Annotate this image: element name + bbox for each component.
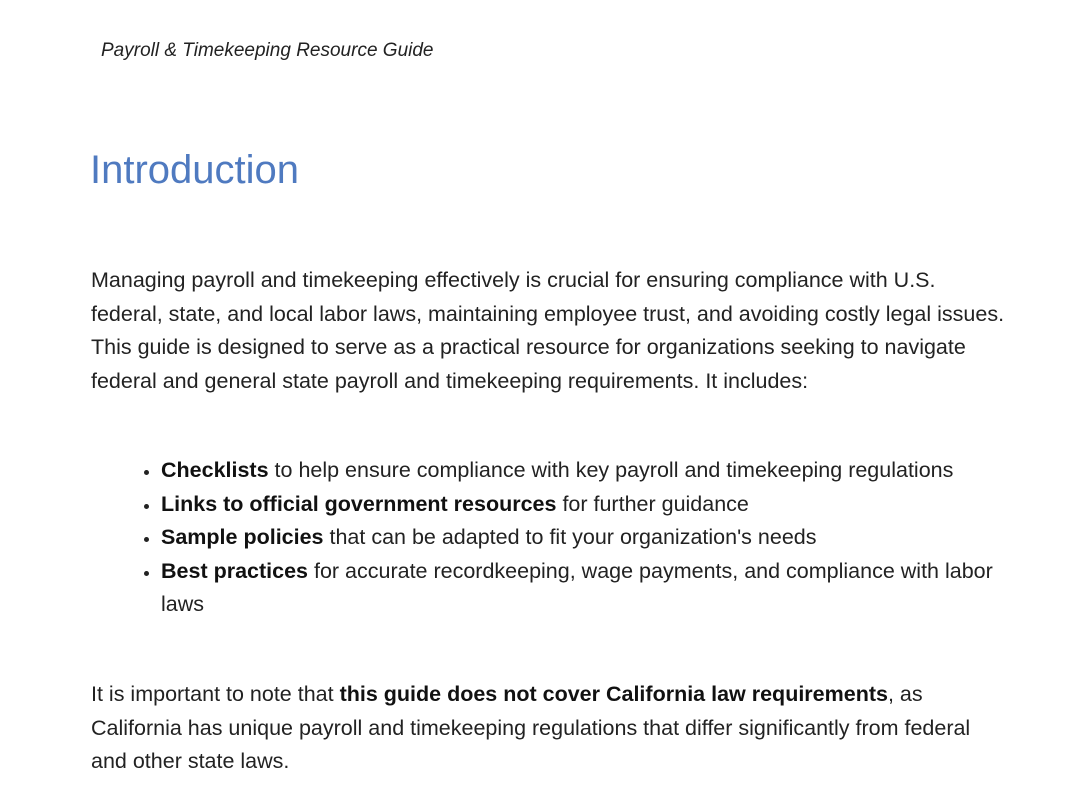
note-bold-text: this guide does not cover California law requirements — [339, 682, 888, 706]
list-item-text: for accurate recordkeeping, wage payments, and compliance with labor laws — [161, 558, 993, 616]
list-item-bold: Sample policies — [161, 525, 324, 549]
running-header: Payroll & Timekeeping Resource Guide — [101, 40, 434, 61]
list-item — [161, 454, 1011, 488]
note-text-after: , as California has unique payroll and timekeeping regulations that differ significantly from federal and other state laws. — [91, 682, 971, 773]
list-item — [161, 488, 1011, 522]
list-item-text: to help ensure compliance with key payroll and timekeeping regulations — [268, 458, 954, 482]
list-item — [161, 521, 1011, 555]
intro-paragraph: Managing payroll and timekeeping effectively is crucial for ensuring compliance with U.S. federal, state, and local labor laws, maintaining employee trust, and avoiding costly legal issues. This guide is designed to serve as a practical resource for organizations seeking to navigate federal and general state payroll and timekeeping requirements. It includes: — [91, 268, 1005, 393]
section-title: Introduction — [90, 148, 300, 192]
list-item-text: for further guidance — [556, 491, 749, 516]
list-item-bold: Best practices — [161, 558, 308, 583]
note-paragraph — [91, 678, 1011, 779]
list-item-text: that can be adapted to fit your organization's needs — [323, 525, 817, 549]
list-item-bold: Checklists — [161, 458, 269, 482]
list-item-bold: Links to official government resources — [161, 491, 557, 516]
note-text-before: It is important to note that — [91, 682, 340, 706]
feature-list — [91, 454, 1011, 622]
list-item — [161, 555, 1011, 622]
